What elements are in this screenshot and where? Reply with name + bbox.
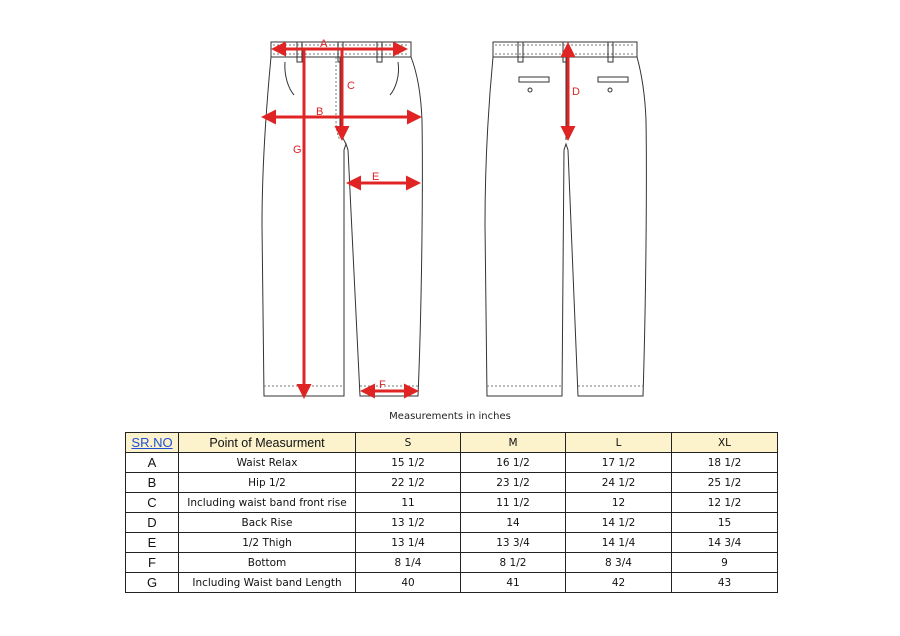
back-pocket: [598, 77, 628, 82]
table-row: [126, 573, 778, 593]
front-pocket: [285, 62, 294, 95]
row-value: 14 1/2: [566, 513, 672, 533]
label-b: B: [316, 106, 324, 118]
label-e: E: [372, 171, 380, 183]
table-row: [126, 553, 778, 573]
row-value: 12: [566, 493, 672, 513]
label-c: C: [347, 80, 355, 92]
row-code: E: [126, 533, 179, 553]
row-value: 14 1/4: [566, 533, 672, 553]
row-point: 1/2 Thigh: [179, 533, 356, 553]
row-value: 25 1/2: [672, 473, 778, 493]
row-value: 11: [356, 493, 461, 513]
row-code: A: [126, 453, 179, 473]
table-row: [126, 493, 778, 513]
label-d: D: [572, 86, 580, 98]
row-value: 16 1/2: [461, 453, 566, 473]
label-f: F: [379, 379, 386, 391]
header-size: XL: [672, 433, 778, 453]
header-point: Point of Measurment: [179, 433, 356, 453]
table-row: [126, 473, 778, 493]
row-value: 11 1/2: [461, 493, 566, 513]
measurement-lines: [264, 45, 568, 396]
header-size: L: [566, 433, 672, 453]
table-header-row: [126, 433, 778, 453]
row-value: 8 1/2: [461, 553, 566, 573]
row-value: 8 1/4: [356, 553, 461, 573]
row-value: 22 1/2: [356, 473, 461, 493]
header-size: M: [461, 433, 566, 453]
row-point: Including Waist band Length: [179, 573, 356, 593]
row-value: 13 3/4: [461, 533, 566, 553]
row-value: 17 1/2: [566, 453, 672, 473]
row-value: 8 3/4: [566, 553, 672, 573]
row-point: Waist Relax: [179, 453, 356, 473]
row-point: Back Rise: [179, 513, 356, 533]
row-point: Bottom: [179, 553, 356, 573]
row-code: F: [126, 553, 179, 573]
row-value: 40: [356, 573, 461, 593]
label-g: G: [293, 144, 302, 156]
row-value: 13 1/2: [356, 513, 461, 533]
row-value: 15 1/2: [356, 453, 461, 473]
row-value: 15: [672, 513, 778, 533]
row-code: D: [126, 513, 179, 533]
row-value: 41: [461, 573, 566, 593]
back-view: [485, 42, 646, 396]
row-code: G: [126, 573, 179, 593]
row-value: 13 1/4: [356, 533, 461, 553]
row-value: 18 1/2: [672, 453, 778, 473]
back-waistband: [493, 42, 637, 57]
row-point: Including waist band front rise: [179, 493, 356, 513]
row-point: Hip 1/2: [179, 473, 356, 493]
units-caption: Measurements in inches: [389, 411, 511, 422]
header-srno[interactable]: SR.NO: [126, 433, 179, 453]
measurement-table: [125, 432, 778, 593]
front-pocket: [390, 62, 399, 95]
row-value: 12 1/2: [672, 493, 778, 513]
header-size: S: [356, 433, 461, 453]
row-value: 23 1/2: [461, 473, 566, 493]
row-value: 14: [461, 513, 566, 533]
row-value: 43: [672, 573, 778, 593]
row-value: 14 3/4: [672, 533, 778, 553]
row-value: 24 1/2: [566, 473, 672, 493]
table-row: [126, 453, 778, 473]
table-row: [126, 533, 778, 553]
label-a: A: [320, 38, 328, 50]
back-pocket: [519, 77, 549, 82]
row-code: B: [126, 473, 179, 493]
row-value: 9: [672, 553, 778, 573]
table-row: [126, 513, 778, 533]
row-code: C: [126, 493, 179, 513]
row-value: 42: [566, 573, 672, 593]
